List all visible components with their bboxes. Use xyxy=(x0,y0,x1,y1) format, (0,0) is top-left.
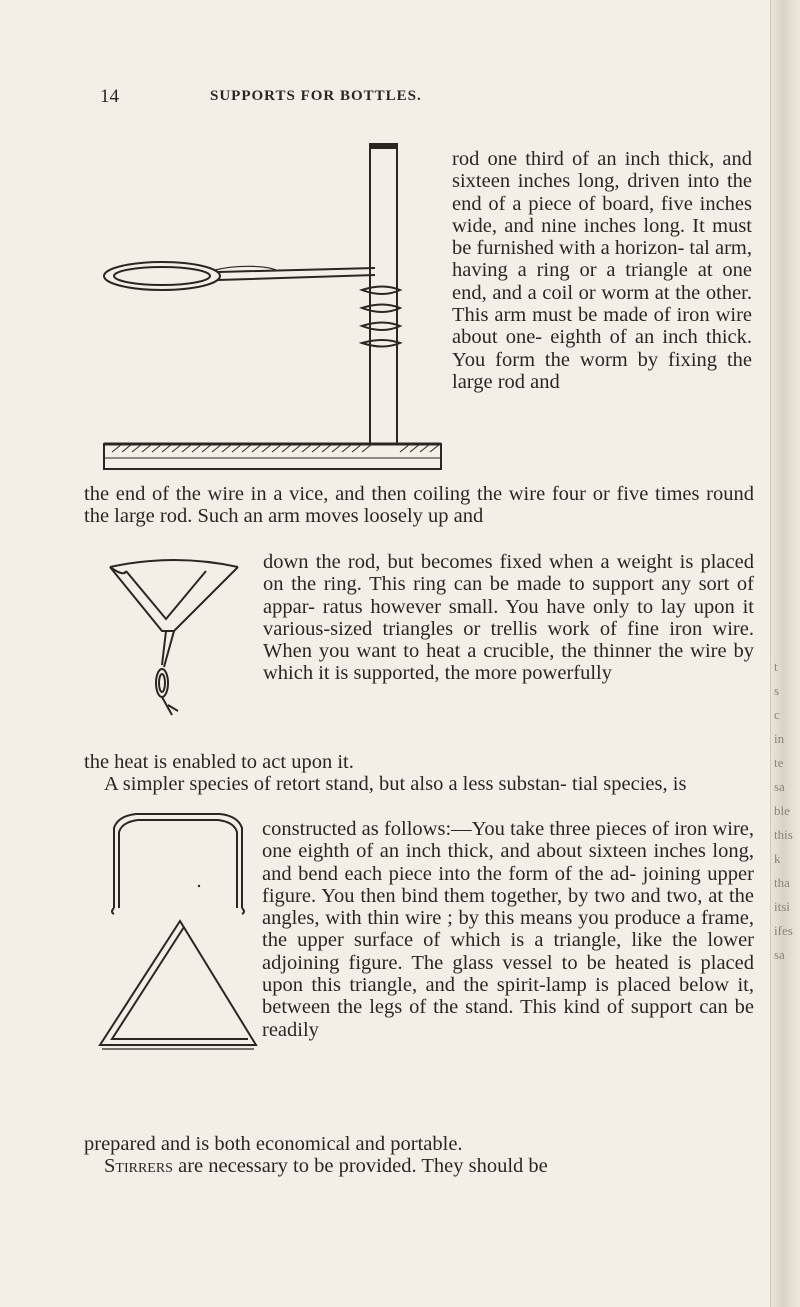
paragraph-3-continuation: prepared and is both economical and portable. Stirrers are necessary to be provided. They should be xyxy=(84,1133,754,1178)
facing-page-edge xyxy=(770,0,800,1307)
paragraph-4 xyxy=(84,1155,754,1177)
paragraph-3-lead: A simpler species of retort stand, but also a less substan- tial species, is xyxy=(104,773,687,796)
paragraph-1-continuation: the end of the wire in a vice, and then coiling the wire four or five times round the large rod. Such an arm moves loosely up and xyxy=(84,483,754,528)
facing-page-bleed-text: t s c in te sa ble this k tha itsi ifes sa xyxy=(774,659,793,962)
paragraph-2-right-column: down the rod, but becomes fixed when a weight is placed on the ring. This ring can be made to support any sort of appar- ratus however small. You have only to lay upon it various-sized triangles or trellis work of fine iron wire. When you want to heat a crucible, the thinner the wire by which it is supported, the more powerfully xyxy=(263,551,754,685)
paragraph-4-text: are necessary to be provided. They should be xyxy=(178,1155,548,1178)
ring-support-figure xyxy=(104,555,254,745)
page-number: 14 xyxy=(100,86,119,107)
paragraph-1-right-column: rod one third of an inch thick, and sixteen inches long, driven into the end of a piece of board, five inches wide, and nine inches long. It must be furnished with a horizon- tal arm, having a ring or a triangle at one end, and a coil or worm at the other. This arm must be made of iron wire about one- eighth of an inch thick. You form the worm by fixing the large rod and xyxy=(452,148,753,393)
bent-wire-figure xyxy=(96,808,260,918)
retort-stand-figure xyxy=(100,140,445,485)
running-title: SUPPORTS FOR BOTTLES. xyxy=(210,88,422,104)
triangle-frame-figure xyxy=(92,917,262,1059)
paragraph-2-continuation: the heat is enabled to act upon it. A simpler species of retort stand, but also a less substan- tial species, is xyxy=(84,751,754,796)
paragraph-3-right-column: constructed as follows:—You take three pieces of iron wire, one eighth of an inch thick, and about sixteen inches long, and bend each piece into the form of the ad- joining upper figure. You then bind them together, by two and two, at the angles, with thin wire ; by this means you produce a frame, the upper surface of which is a triangle, like the lower adjoining figure. The glass vessel to be heated is placed upon this triangle, and the spirit-lamp is placed below it, between the legs of the stand. This kind of support can be readily xyxy=(262,818,754,1041)
paragraph-4-keyword: Stirrers xyxy=(104,1155,173,1178)
